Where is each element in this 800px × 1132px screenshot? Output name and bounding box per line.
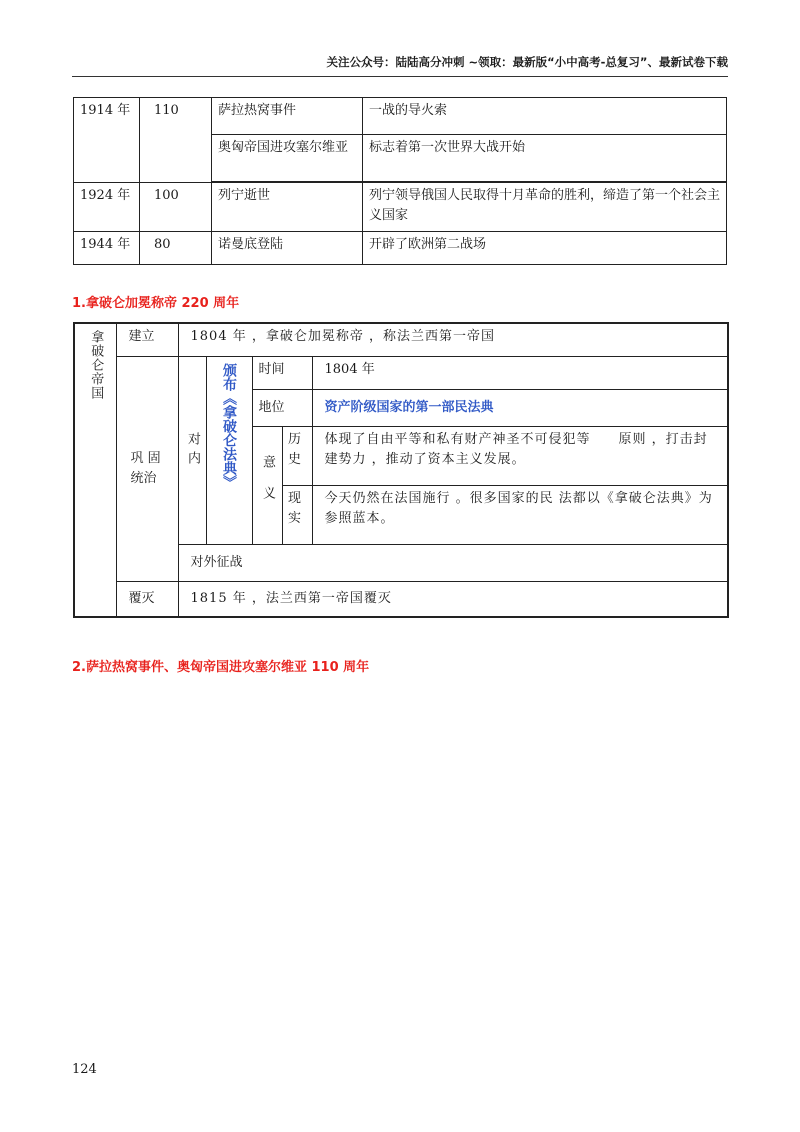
- section-heading-napoleon: 1.拿破仑加冕称帝 220 周年: [72, 296, 240, 311]
- time-label: 时间: [252, 357, 312, 390]
- status-value: 资产阶级国家的第一部民法典: [312, 390, 728, 427]
- time-value: 1804 年: [312, 357, 728, 390]
- history-cell: [282, 427, 312, 486]
- impact-cell: 一战的导火索: [363, 98, 727, 135]
- impact-cell: 列宁领导俄国人民取得十月革命的胜利，缔造了第一个社会主义国家: [363, 182, 727, 232]
- meaning-cell: [252, 427, 282, 545]
- event-cell: 萨拉热窝事件: [212, 98, 363, 135]
- napoleon-table: [73, 322, 729, 618]
- domestic-label: 对内: [185, 431, 200, 470]
- table-row: [74, 182, 727, 232]
- year-cell: 1944 年: [74, 232, 140, 265]
- foreign-label: 对外征战: [178, 545, 728, 582]
- impact-cell: 开辟了欧洲第二战场: [363, 232, 727, 265]
- anniversary-cell: 110: [140, 98, 212, 183]
- anniversary-cell: 100: [140, 182, 212, 232]
- impact-cell: 标志着第一次世界大战开始: [363, 135, 727, 183]
- status-label: 地位: [252, 390, 312, 427]
- meaning-label: 意义: [260, 454, 275, 517]
- events-table: [73, 97, 727, 265]
- table-row: [74, 357, 728, 390]
- establish-label: 建立: [116, 323, 178, 357]
- event-cell: 列宁逝世: [212, 182, 363, 232]
- domestic-cell: [178, 357, 206, 545]
- history-text: 体现了自由平等和私有财产神圣不可侵犯等 原则 ，打击封建势力 ，推动了资本主义发展。: [312, 427, 728, 486]
- page-header: 关注公众号：陆陆高分冲刺 ~领取：最新版“小中高考-总复习”、最新试卷下载: [326, 55, 728, 69]
- history-label: 历史: [288, 432, 303, 467]
- event-cell: 奥匈帝国进攻塞尔维亚: [212, 135, 363, 183]
- reality-label: 现实: [288, 491, 303, 526]
- reality-cell: [282, 486, 312, 545]
- table-row: [74, 232, 727, 265]
- year-cell: 1914 年: [74, 98, 140, 183]
- establish-text: 1804 年 ，拿破仑加冕称帝 ，称法兰西第一帝国: [178, 323, 728, 357]
- table-row: [74, 323, 728, 357]
- consolidate-label: 巩 固统治: [116, 357, 178, 582]
- table-row: [74, 582, 728, 618]
- fall-label: 覆灭: [116, 582, 178, 618]
- code-cell: [206, 357, 252, 545]
- code-label: 颁布《拿破仑法典》: [221, 363, 237, 489]
- fall-text: 1815 年 ，法兰西第一帝国覆灭: [178, 582, 728, 618]
- anniversary-cell: 80: [140, 232, 212, 265]
- year-cell: 1924 年: [74, 182, 140, 232]
- header-rule: [72, 76, 728, 77]
- event-cell: 诺曼底登陆: [212, 232, 363, 265]
- page-number: 124: [72, 1062, 97, 1077]
- table-row: [74, 98, 727, 135]
- subject-label: 拿破仑帝国: [88, 330, 104, 400]
- section-heading-sarajevo: 2.萨拉热窝事件、奥匈帝国进攻塞尔维亚 110 周年: [72, 660, 370, 675]
- reality-text: 今天仍然在法国施行 。很多国家的民 法都以《拿破仑法典》为参照蓝本。: [312, 486, 728, 545]
- subject-cell: [74, 323, 116, 617]
